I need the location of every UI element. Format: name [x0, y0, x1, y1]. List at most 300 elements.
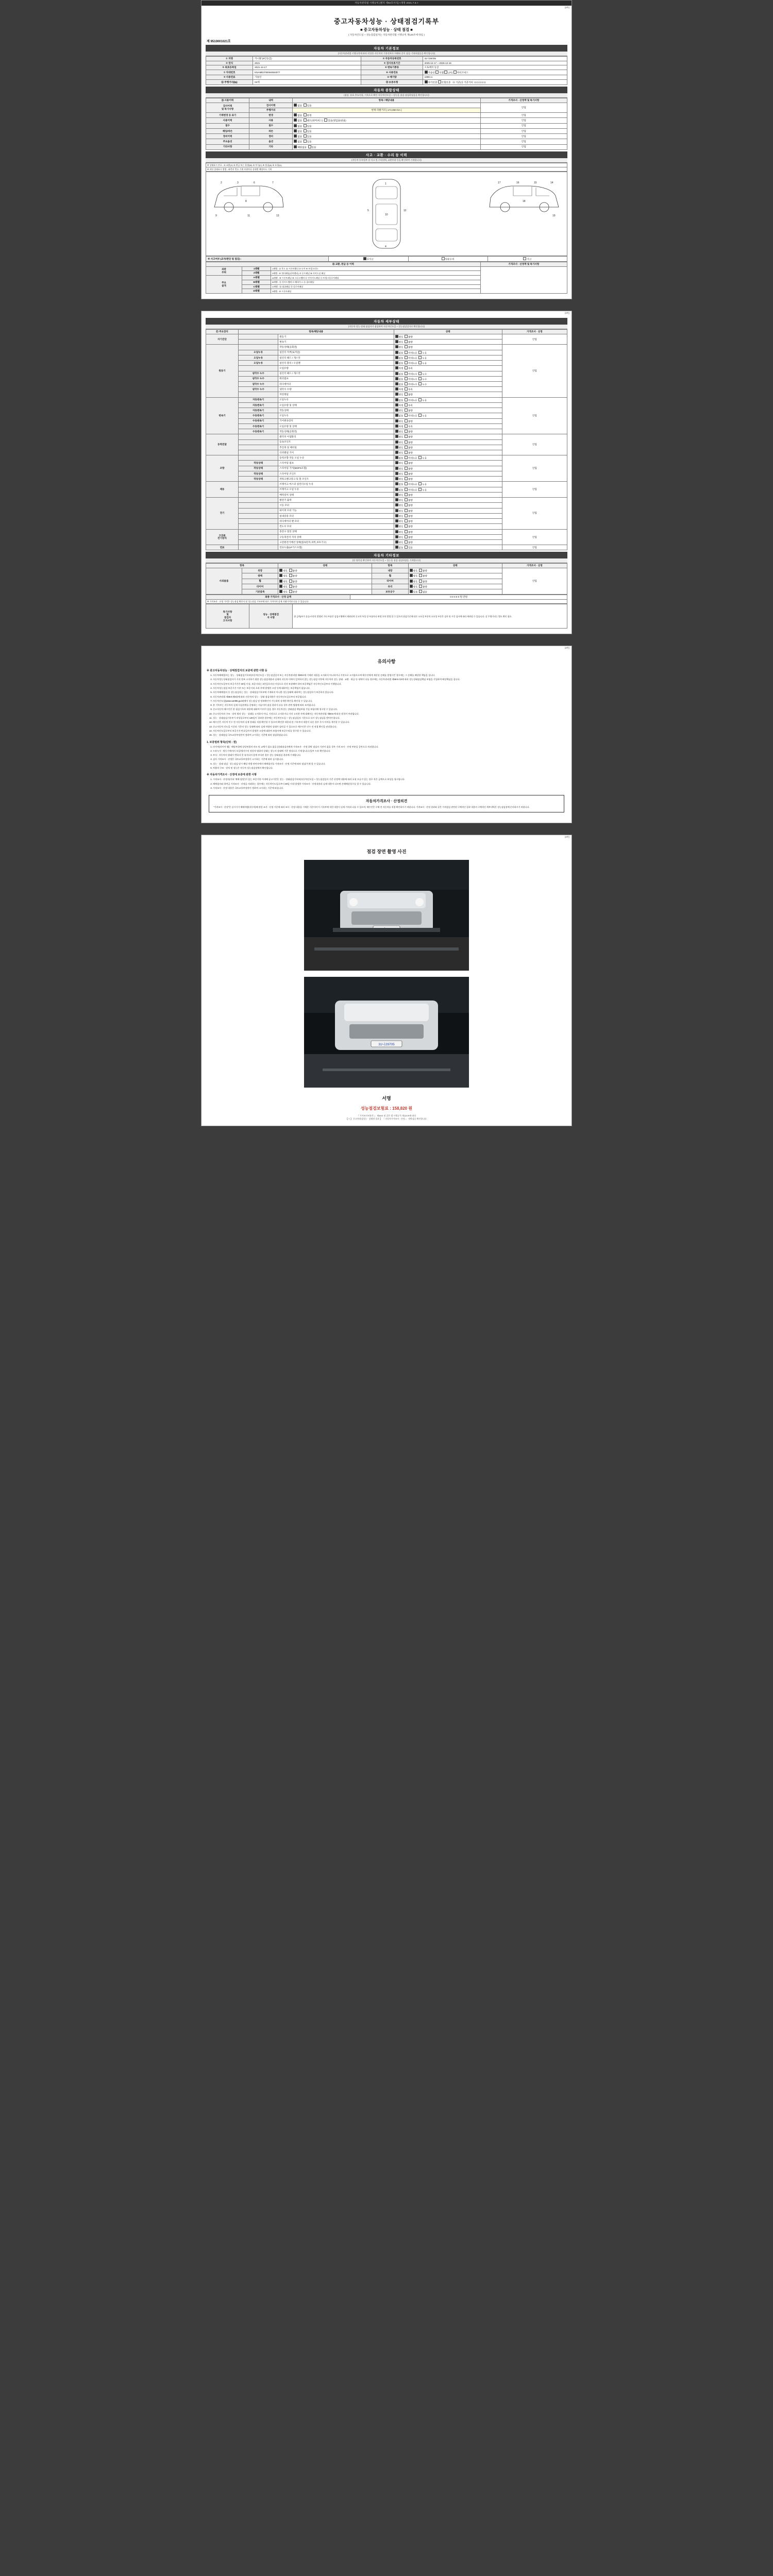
overall-label-change: 기재변경 등 표기 [206, 113, 249, 118]
opt-label: 없음 [398, 351, 404, 354]
diagram-top-view [363, 175, 410, 252]
opt-label: 양호 [398, 451, 404, 454]
checkbox-etc-none[interactable] [294, 145, 297, 148]
checkbox-detail-6-3-0[interactable] [395, 514, 398, 517]
notice-list-3 [206, 778, 567, 790]
checkbox-detail-5-2-0[interactable] [395, 493, 398, 496]
overall-label-flood: 침수 [206, 123, 249, 128]
checkbox-detail-1-1-0[interactable] [395, 351, 398, 354]
opt-label: 양호 [398, 409, 404, 412]
svg-text:9: 9 [215, 214, 217, 217]
checkbox-detail-5-1-2[interactable] [418, 488, 422, 491]
table-row [206, 144, 567, 149]
detail-item-name: 클러치 어셈블리 [278, 434, 394, 439]
checkbox-history-yes[interactable] [304, 104, 307, 107]
checkbox-detail-2-5-0[interactable] [395, 425, 398, 428]
table-row [206, 139, 567, 144]
field-value-fuel [423, 70, 567, 75]
parts-head: ⑯ 교환, 판금 등 이력 [206, 262, 481, 266]
checkbox-detail-4-3-0[interactable] [395, 472, 398, 475]
checkbox-detail-8-0-1[interactable] [405, 546, 408, 549]
checkbox-detail-4-0-2[interactable] [418, 456, 422, 459]
checkbox-others2-3-1[interactable] [419, 585, 422, 588]
field-label-fuel2: ⑨ 사용연료 [206, 75, 253, 80]
checkbox-detail-1-5-0[interactable] [395, 372, 398, 375]
checkbox-detail-2-3-1[interactable] [405, 414, 408, 417]
parts-group-exterior: 외판 부위 [206, 266, 242, 275]
checkbox-detail-2-0-1[interactable] [405, 398, 408, 401]
others-side-label: 사외물품 [206, 568, 242, 595]
checkbox-detail-7-1-1[interactable] [405, 535, 408, 538]
checkbox-detail-8-0-0[interactable] [395, 546, 398, 549]
checkbox-detail-6-0-0[interactable] [395, 498, 398, 501]
checkbox-detail-1-7-1[interactable] [405, 382, 408, 385]
checkbox-detail-7-2-0[interactable] [395, 540, 398, 544]
checkbox-others-2-1[interactable] [289, 580, 292, 583]
checkbox-detail-1-2-2[interactable] [418, 356, 422, 359]
checkbox-detail-2-3-0[interactable] [395, 414, 398, 417]
checkbox-use-business[interactable] [324, 118, 327, 122]
notice-item: 3. 가격조사 · 산정 내용은 국토교통부장관이 정하여 고시하는 기준에 따릅니다. [213, 787, 567, 790]
accident-opt-none [329, 256, 408, 261]
table-row [206, 65, 567, 70]
opt-label: 양호 [398, 435, 404, 438]
opt-label: 불량 [408, 393, 413, 396]
opt-label: 누유 [422, 399, 427, 402]
checkbox-accident-simple[interactable] [442, 257, 445, 260]
checkbox-others-4-1[interactable] [289, 590, 292, 593]
checkbox-detail-6-1-0[interactable] [395, 503, 398, 506]
detail-item-name: 커먼레일 [278, 392, 394, 397]
detail-status-table [206, 329, 567, 550]
opt-label: 양호 [283, 585, 288, 588]
detail-item-state [394, 413, 502, 418]
parts-level-b: B레벨 [242, 280, 271, 284]
field-label-carname: ① 차명 [206, 57, 253, 61]
opt-label: 없음 [398, 488, 404, 492]
checkbox-detail-3-2-0[interactable] [395, 446, 398, 449]
overall-item-4: 침수 [249, 123, 293, 128]
checkbox-others-0-1[interactable] [289, 569, 292, 572]
overall-label-damage: 헤일/파손 [206, 128, 249, 133]
detail-item-group [239, 455, 278, 461]
notice-section-2: 1. 보증범위 항목(단위 : 원) [207, 740, 237, 744]
checkbox-detail-4-2-0[interactable] [395, 467, 398, 470]
checkbox-service-yes[interactable] [304, 134, 307, 138]
checkbox-detail-3-3-1[interactable] [405, 451, 408, 454]
checkbox-warranty-self[interactable] [425, 80, 428, 83]
detail-item-state [394, 434, 502, 439]
checkbox-detail-1-8-0[interactable] [395, 387, 398, 391]
checkbox-detail-6-4-1[interactable] [405, 519, 408, 522]
checkbox-detail-2-0-2[interactable] [418, 398, 422, 401]
basic-info-table [206, 56, 567, 85]
detail-item-group: 수동변속기 [239, 413, 278, 418]
detail-item-group [239, 524, 278, 529]
checkbox-others2-4-1[interactable] [419, 590, 422, 593]
detail-item-name: 와이퍼 모터 기능 [278, 508, 394, 513]
declaration-body: "가격조사 · 산정"은 실시기기 매매차량(자동차)에 관한 조사 · 산정 기준에 따라 조사 · 산정 내용을 기재한 기준이며 이 기록부에 적힌 내용이 실제 가격과 다를 수 있으며, 매수인은 구매 전 자동차를 직접 확인하시기 바랍니다. 가격조사 · 산정 결과와 같은 가격점검 관련된 구체적인 결과 내용의 구체적인 세부내역은 성능점검장에 문의하시기 바랍니다. [213, 806, 530, 809]
table-row [206, 70, 567, 75]
opt-label: 없음 [398, 383, 404, 386]
notice-section-3: ※ 자동차가격조사 · 산정에 보증에 관한 사항 [207, 773, 257, 777]
checkbox-detail-4-0-0[interactable] [395, 456, 398, 459]
checkbox-detail-7-0-0[interactable] [395, 530, 398, 533]
detail-item-state [394, 540, 502, 545]
warranty-option-label-0: 자가보증 [428, 81, 438, 84]
memo-sublabel: 성능 · 상태점검 자 서명 [249, 604, 293, 629]
checkbox-detail-1-2-0[interactable] [395, 356, 398, 359]
field-value-displacement: 1999 cc [423, 75, 567, 80]
checkbox-detail-6-5-0[interactable] [395, 524, 398, 528]
checkbox-detail-6-2-0[interactable] [395, 509, 398, 512]
checkbox-detail-3-3-0[interactable] [395, 451, 398, 454]
checkbox-detail-1-3-2[interactable] [418, 361, 422, 364]
checkbox-detail-3-2-1[interactable] [405, 446, 408, 449]
checkbox-accident-yes[interactable] [523, 257, 526, 260]
detail-item-name: 실린더 헤드 / 개스킷 [278, 371, 394, 376]
checkbox-detail-2-3-2[interactable] [418, 414, 422, 417]
checkbox-detail-1-8-1[interactable] [405, 387, 408, 391]
checkbox-others2-3-0[interactable] [410, 585, 413, 588]
checkbox-detail-4-3-1[interactable] [405, 472, 408, 475]
svg-text:4: 4 [385, 245, 386, 248]
detail-item-group [239, 345, 278, 350]
detail-item-group [239, 534, 278, 539]
checkbox-others2-4-0[interactable] [410, 590, 413, 593]
checkbox-detail-4-0-1[interactable] [405, 456, 408, 459]
opt-label: 불량 [408, 531, 413, 534]
detail-group-0: 자기진단 [206, 334, 239, 344]
checkbox-others-3-0[interactable] [279, 585, 282, 588]
notice-item: 1. 타이어(타이어 휠) : 해당부위에 상당부위의 마모 및 교체가 필요 없음 (상태점검자에게 가격조사 · 산정 위탁 점검자 기관이 없을 경우 가격 조사 · 산정 부분을 공란으로 처리합니다. [213, 745, 567, 749]
field-value-firstreg: 2021-12-17 [253, 65, 361, 70]
checkbox-detail-1-5-1[interactable] [405, 372, 408, 375]
checkbox-detail-4-2-1[interactable] [405, 467, 408, 470]
checkbox-others2-2-1[interactable] [419, 580, 422, 583]
checkbox-accident-none[interactable] [363, 257, 366, 260]
checkbox-detail-0-1-0[interactable] [395, 340, 398, 343]
checkbox-detail-2-2-0[interactable] [395, 409, 398, 412]
opt-label: 있음 [307, 140, 312, 143]
field-value-inspection: 2025-12-17 ~ 2026-12-16 [423, 61, 567, 65]
checkbox-detail-3-0-0[interactable] [395, 435, 398, 438]
opt-label: 불량 [408, 446, 413, 449]
detail-item-group [239, 392, 278, 397]
others-item2-0: 내장 [372, 568, 408, 573]
checkbox-detail-1-3-1[interactable] [405, 361, 408, 364]
checkbox-detail-5-0-0[interactable] [395, 482, 398, 485]
checkbox-detail-1-0-0[interactable] [395, 345, 398, 348]
opt-label: 양호 [283, 590, 288, 594]
checkbox-warranty-insurance[interactable] [438, 80, 441, 83]
checkbox-detail-1-7-0[interactable] [395, 382, 398, 385]
opt-label: 불량 [408, 346, 413, 349]
checkbox-others2-2-0[interactable] [410, 580, 413, 583]
overall-label-usehist: 사용이력 [206, 118, 249, 123]
checkbox-detail-0-0-1[interactable] [405, 335, 408, 338]
detail-item-group [239, 439, 278, 445]
overall-opts-2 [293, 113, 481, 118]
overall-price-0: 안됨 [480, 103, 567, 113]
checkbox-detail-1-1-1[interactable] [405, 351, 408, 354]
detail-item-name: 실린더 헤드 / 개스킷 [278, 355, 394, 360]
checkbox-detail-2-6-1[interactable] [405, 430, 408, 433]
table-row [206, 256, 567, 261]
checkbox-detail-1-9-1[interactable] [405, 393, 408, 396]
others-state2-0 [408, 568, 502, 573]
checkbox-etc-yes[interactable] [308, 145, 311, 148]
opt-label: 없음 [398, 399, 404, 402]
checkbox-change-none[interactable] [294, 113, 297, 116]
checkbox-fuel-lpg[interactable] [444, 71, 447, 74]
final-price-label: 최종 가격조사 · 산정 금액 [206, 595, 350, 600]
table-row [206, 568, 567, 573]
checkbox-change-yes[interactable] [304, 113, 307, 116]
opt-label: 없음 [398, 546, 404, 549]
opt-label: 있음 [307, 130, 312, 133]
checkbox-detail-0-0-0[interactable] [395, 335, 398, 338]
checkbox-detail-2-4-1[interactable] [405, 419, 408, 422]
sheet3-page-number: (3쪽) [564, 647, 569, 650]
detail-item-group: 냉각수 누수 [239, 387, 278, 392]
checkbox-detail-1-0-1[interactable] [405, 345, 408, 348]
opt-label: 양호 [413, 580, 418, 583]
checkbox-flood-yes[interactable] [304, 124, 307, 127]
sheet2-page-number: (3쪽) [564, 312, 569, 315]
detail-item-group: 수동변속기 [239, 429, 278, 434]
detail-group-price-1: 안됨 [502, 345, 567, 397]
detail-item-group [239, 498, 278, 503]
checkbox-fuel-diesel[interactable] [435, 71, 439, 74]
opt-label: 불량 [422, 580, 427, 583]
opt-label: 부족 [408, 404, 413, 407]
checkbox-detail-1-6-1[interactable] [405, 377, 408, 380]
detail-item-name: 실린더 커버(로커암) [278, 350, 394, 355]
sheet4-page-number: (3쪽) [564, 836, 569, 839]
checkbox-others-3-1[interactable] [289, 585, 292, 588]
checkbox-options-yes[interactable] [304, 140, 307, 143]
checkbox-history-none[interactable] [294, 104, 297, 107]
opt-label: 누유 [422, 414, 427, 417]
svg-text:17: 17 [498, 181, 501, 184]
detail-item-state [394, 439, 502, 445]
checkbox-others2-0-1[interactable] [419, 569, 422, 572]
checkbox-detail-1-6-2[interactable] [418, 377, 422, 380]
checkbox-detail-5-0-2[interactable] [418, 482, 422, 485]
checkbox-detail-4-4-0[interactable] [395, 477, 398, 480]
checkbox-others-1-1[interactable] [289, 574, 292, 577]
opt-label: 불량 [408, 541, 413, 544]
checkbox-detail-3-1-1[interactable] [405, 440, 408, 444]
checkbox-detail-5-1-1[interactable] [405, 488, 408, 491]
checkbox-use-rent[interactable] [304, 118, 307, 122]
checkbox-others-0-0[interactable] [279, 569, 282, 572]
opt-label: 적정 [398, 388, 404, 391]
checkbox-detail-1-4-1[interactable] [405, 366, 408, 369]
checkbox-detail-1-3-0[interactable] [395, 361, 398, 364]
checkbox-others-1-0[interactable] [279, 574, 282, 577]
checkbox-options-none[interactable] [294, 140, 297, 143]
detail-item-group: 수동변속기 [239, 423, 278, 429]
opt-label: 미세누유 [408, 414, 417, 417]
overall-price-5: 안됨 [480, 134, 567, 139]
checkbox-detail-3-0-1[interactable] [405, 435, 408, 438]
notice-item: 5. 자동차매매업자 등 성능점검자는 성능 · 상태점검기록부에 기재하지 아니한 성능상태에 대하여는 성능점검자가 보증하지 않습니다. [213, 691, 567, 694]
checkbox-flood-none[interactable] [294, 124, 297, 127]
checkbox-detail-7-1-0[interactable] [395, 535, 398, 538]
photo-underbody-svg [304, 977, 469, 1088]
checkbox-others2-1-0[interactable] [410, 574, 413, 577]
checkbox-detail-2-2-1[interactable] [405, 409, 408, 412]
checkbox-detail-1-5-2[interactable] [418, 372, 422, 375]
field-value-warranty [423, 80, 567, 85]
checkbox-others-2-0[interactable] [279, 580, 282, 583]
opt-label: 단순수리 [445, 258, 455, 261]
photo-front-svg [304, 860, 469, 971]
opt-label: 불량 [408, 420, 413, 423]
checkbox-detail-6-4-0[interactable] [395, 519, 398, 522]
checkbox-detail-5-0-1[interactable] [405, 482, 408, 485]
checkbox-detail-1-1-2[interactable] [418, 351, 422, 354]
detail-item-group [239, 450, 278, 455]
checkbox-detail-2-1-1[interactable] [405, 403, 408, 406]
insurance-fee-value: 158,820 원 [392, 1106, 413, 1111]
final-price-note: ※ 가격조사 · 산정 가격은 성능점검 확인서 및 성능점검 기록부에 따른 가격이며 실제 거래가격과 다를 수 있습니다. [206, 600, 567, 604]
opt-label: 누유 [422, 456, 427, 460]
opt-label: 부족 [408, 425, 413, 428]
section-overall-note: (점검· 유효 주요사항, 기록으로 확인·자동차인도일 ~ 성능을 점검·점검하였음을 확인합니다) [206, 93, 567, 98]
checkbox-detail-1-2-1[interactable] [405, 356, 408, 359]
opt-label: 누수 [422, 372, 427, 375]
detail-item-group [239, 340, 278, 345]
checkbox-detail-2-5-1[interactable] [405, 425, 408, 428]
svg-text:5: 5 [367, 209, 369, 212]
opt-label: 양호 [413, 574, 418, 578]
notice-list-1 [206, 674, 567, 737]
checkbox-detail-4-4-1[interactable] [405, 477, 408, 480]
detail-group-price-6: 안됨 [502, 498, 567, 529]
car-top-svg [363, 175, 410, 252]
checkbox-detail-1-9-0[interactable] [395, 393, 398, 396]
table-row [206, 482, 567, 487]
fuel-option-label-3: 하이브리드 [457, 71, 469, 74]
checkbox-others2-0-0[interactable] [410, 569, 413, 572]
checkbox-use-none[interactable] [294, 118, 297, 122]
field-label-standard-mileage: ⑭ 기준(산 기준거리 [452, 81, 473, 84]
checkbox-detail-6-0-1[interactable] [405, 498, 408, 501]
opt-label: 미세누유 [408, 362, 417, 365]
others-state-2 [278, 579, 372, 584]
notice-item: 7. 자동차인도일(www.car365.go.kr)에서 성능점검 및 정보확인이 가능하며 상세한 확인을 확인할 수 있습니다. [213, 700, 567, 703]
notice-item: 10. 중고자동차의 구조 · 장치 별의 성능 · 상태를 고지하지 아니, 거짓으로 고지하거나 거짓 고지한 자에 대해서는 자동차관리법 제80조에 따른 벌칙이 부과됩니다. [213, 713, 567, 716]
parts-level-1: 1레벨 [242, 266, 271, 271]
others-table [206, 563, 567, 595]
detail-item-state [394, 524, 502, 529]
checkbox-detail-4-1-1[interactable] [405, 461, 408, 464]
detail-item-name: 변속기 [278, 340, 394, 345]
detail-item-name: 스티어링 기어(MDPS포함) [278, 466, 394, 471]
checkbox-detail-6-5-1[interactable] [405, 524, 408, 528]
field-value-carname: 카니발 (9인승급) [253, 57, 361, 61]
opt-label: 없음 [297, 125, 303, 128]
checkbox-detail-1-6-0[interactable] [395, 377, 398, 380]
car-diagram-table [206, 172, 567, 256]
detail-group-5: 제동 [206, 482, 239, 498]
detail-group-7: 고전원 전기장치 [206, 529, 239, 545]
checkbox-detail-0-1-1[interactable] [405, 340, 408, 343]
field-label-displacement: ⑩ 배기량 [361, 75, 423, 80]
checkbox-detail-7-0-1[interactable] [405, 530, 408, 533]
checkbox-detail-1-7-2[interactable] [418, 382, 422, 385]
opt-label: 미세누수 [408, 378, 417, 381]
overall-label-options: 주요옵션 [206, 139, 249, 144]
others-state-4 [278, 589, 372, 595]
svg-text:12: 12 [404, 209, 407, 212]
checkbox-detail-3-1-0[interactable] [395, 440, 398, 444]
checkbox-detail-5-2-1[interactable] [405, 493, 408, 496]
opt-label: 불량 [408, 510, 413, 513]
table-header-row [206, 98, 567, 103]
detail-item-state [394, 498, 502, 503]
checkbox-detail-4-1-0[interactable] [395, 461, 398, 464]
detail-item-group: 자동변속기 [239, 408, 278, 413]
checkbox-others-4-0[interactable] [279, 590, 282, 593]
opt-label: 무사고 [366, 258, 374, 261]
checkbox-detail-5-1-0[interactable] [395, 488, 398, 491]
opt-label: 불량 [422, 574, 427, 578]
checkbox-fuel-gasoline[interactable] [425, 71, 428, 74]
detail-item-state [394, 508, 502, 513]
opt-label: 불량 [292, 574, 297, 578]
table-row [206, 163, 567, 167]
checkbox-detail-7-2-1[interactable] [405, 540, 408, 544]
checkbox-detail-6-2-1[interactable] [405, 509, 408, 512]
opt-label: 미세누유 [408, 488, 417, 492]
checkbox-fuel-hybrid[interactable] [453, 71, 457, 74]
parts-price-head: 가격조사 · 산정액 및 특기사항 [480, 262, 567, 266]
checkbox-detail-6-1-1[interactable] [405, 503, 408, 506]
checkbox-damage-none[interactable] [294, 129, 297, 132]
checkbox-detail-2-1-0[interactable] [395, 403, 398, 406]
checkbox-detail-2-4-0[interactable] [395, 419, 398, 422]
footer-note-2: 【 Y 】 중고차점검성능 · 상태점 결과 】 『 자동차가격조사 · 산정 』 내역검증 확인합니다. [346, 1117, 427, 1121]
checkbox-damage-yes[interactable] [304, 129, 307, 132]
detail-item-name: 실린더 블록 / 오일팬 [278, 361, 394, 366]
detail-item-group [239, 482, 278, 487]
checkbox-service-none[interactable] [294, 134, 297, 138]
checkbox-detail-6-3-1[interactable] [405, 514, 408, 517]
checkbox-detail-1-4-0[interactable] [395, 366, 398, 369]
table-row [206, 61, 567, 65]
checkbox-others2-1-1[interactable] [419, 574, 422, 577]
checkbox-detail-2-6-0[interactable] [395, 430, 398, 433]
notice-item: 8. 본 기록부는 자동차의 실제 사실관계를 증명하는 서류이며 점검 결과가 다를 경우 관련 법령에 따라 조치됩니다. [213, 704, 567, 707]
overall-price-2: 안됨 [480, 118, 567, 123]
detail-item-name: 오일유량 및 상태 [278, 423, 394, 429]
detail-item-name: 라디에이터 팬 모터 [278, 519, 394, 524]
checkbox-detail-2-0-0[interactable] [395, 398, 398, 401]
detail-item-name: 작동상태(공회전) [278, 345, 394, 350]
detail-item-group: 오일누유 [239, 350, 278, 355]
opt-label: 불량 [408, 499, 413, 502]
detail-item-name: 추진축 및 베어링 [278, 445, 394, 450]
svg-text:31나29705: 31나29705 [378, 1043, 395, 1047]
others-item-4: 기본품목 [242, 589, 278, 595]
parts-list-1: 1레벨 : ① 후드 ② 프론트휀더 ③ 도어 ④ 트렁크리드 [271, 266, 481, 271]
notice-section-1: ※ 중고자동차성능 · 상태점검자의 보증에 관한 사항 등 [207, 669, 267, 673]
field-value-standard-mileage: 0 0 0 0 0 0 [474, 81, 486, 84]
